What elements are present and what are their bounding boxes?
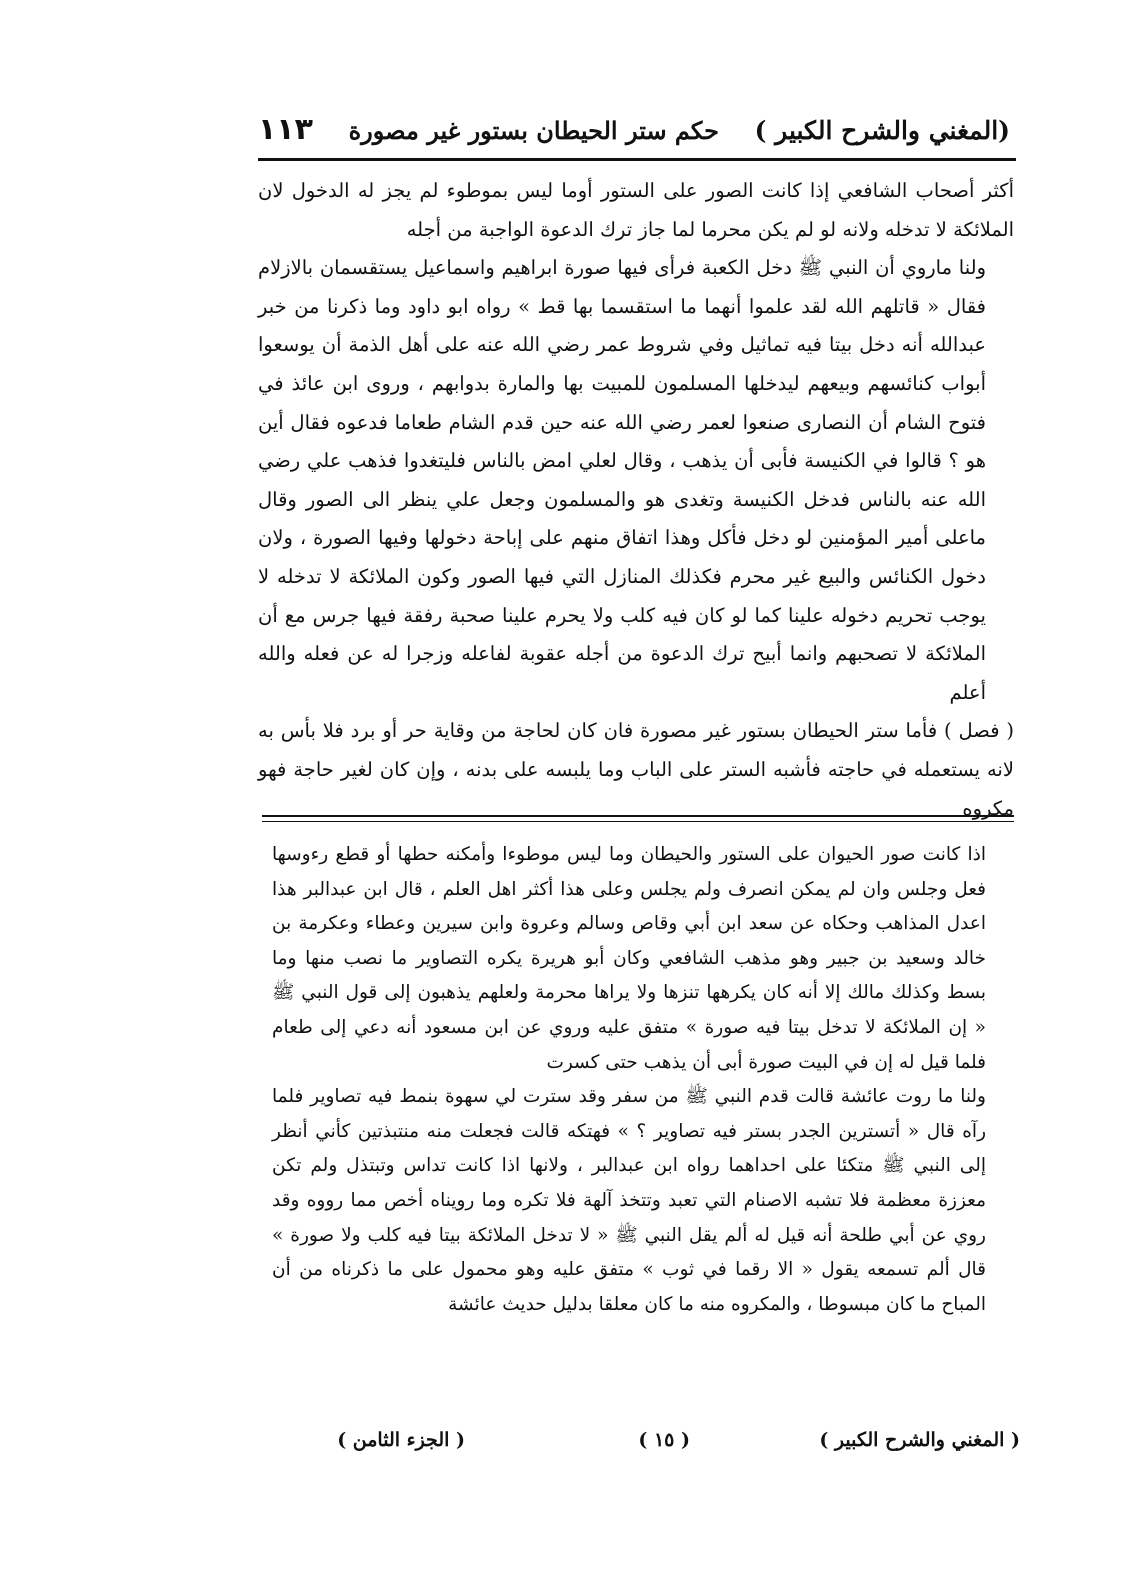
footer-signature-number: ( ١٥ ) [638, 1429, 690, 1451]
page-number: ١١٣ [258, 112, 313, 147]
header-book-title: (المغني والشرح الكبير ) [754, 116, 1010, 145]
main-paragraph-1: أكثر أصحاب الشافعي إذا كانت الصور على الستور أوما ليس بموطوء لم يجز له الدخول لان الملائكة لا تدخله ولانه لو لم يكن محرما لما جاز ترك الدعوة الواجبة من أجله [258, 179, 1014, 241]
footer-book-title: ( المغني والشرح الكبير ) [819, 1429, 1020, 1451]
running-header [258, 112, 1010, 156]
commentary-paragraph-2: ولنا ما روت عائشة قالت قدم النبي ﷺ من سفر وقد سترت لي سهوة بنمط فيه تصاوير فلما رآه قال « أتسترين الجدر بستر فيه تصاوير ؟ » فهتكه قالت فجعلت منه منتبذتين كأني أنظر إلى النبي ﷺ متكئا على احداهما رواه ابن عبدالبر ، ولانها اذا كانت تداس وتبتذل ولم تكن معززة معظمة فلا تشبه الاصنام التي تعبد وتتخذ آلهة فلا تكره وما رويناه أخص مما رووه وقد روي عن أبي طلحة أنه قيل له ألم يقل النبي ﷺ « لا تدخل الملائكة بيتا فيه كلب ولا صورة » قال ألم تسمعه يقول « الا رقما في ثوب » متفق عليه وهو محمول على ما ذكرناه من أن المباح ما كان مبسوطا ، والمكروه منه ما كان معلقا بدليل حديث عائشة [272, 1086, 986, 1315]
commentary-text [272, 838, 1014, 1322]
footer-volume: ( الجزء الثامن ) [337, 1429, 465, 1451]
commentary-paragraph-1: اذا كانت صور الحيوان على الستور والحيطان وما ليس موطوءا وأمكنه حطها أو قطع رءوسها فعل وجلس وان لم يمكن انصرف ولم يجلس وعلى هذا أكثر اهل العلم ، قال ابن عبدالبر هذا اعدل المذاهب وحكاه عن سعد ابن أبي وقاص وسالم وعروة وابن سيرين وعطاء وعكرمة بن خالد وسعيد بن جبير وهو مذهب الشافعي وكان أبو هريرة يكره التصاوير ما نصب منها وما بسط وكذلك مالك إلا أنه كان يكرهها تنزها ولا يراها محرمة ولعلهم يذهبون إلى قول النبي ﷺ « إن الملائكة لا تدخل بيتا فيه صورة » متفق عليه وروي عن ابن مسعود أنه دعي إلى طعام فلما قيل له إن في البيت صورة أبى أن يذهب حتى كسرت [272, 844, 986, 1073]
main-paragraph-2: ولنا ماروي أن النبي ﷺ دخل الكعبة فرأى فيها صورة ابراهيم واسماعيل يستقسمان بالازلام فقال « قاتلهم الله لقد علموا أنهما ما استقسما بها قط » رواه ابو داود وما ذكرنا من خبر عبدالله أنه دخل بيتا فيه تماثيل وفي شروط عمر رضي الله عنه على أهل الذمة أن يوسعوا أبواب كنائسهم وبيعهم ليدخلها المسلمون للمبيت بها والمارة بدوابهم ، وروى ابن عائذ في فتوح الشام أن النصارى صنعوا لعمر رضي الله عنه حين قدم الشام طعاما فدعوه فقال أين هو ؟ قالوا في الكنيسة فأبى أن يذهب ، وقال لعلي امض بالناس فليتغدوا فذهب علي رضي الله عنه بالناس فدخل الكنيسة وتغدى هو والمسلمون وجعل علي ينظر الى الصور وقال ماعلى أمير المؤمنين لو دخل فأكل وهذا اتفاق منهم على إباحة دخولها وفيها الصورة ، ولان دخول الكنائس والبيع غير محرم فكذلك المنازل التي فيها الصور وكون الملائكة لا تدخله لا يوجب تحريم دخوله علينا كما لو كان فيه كلب ولا يحرم علينا صحبة رفقة فيها جرس مع أن الملائكة لا تصحبهم وانما أبيح ترك الدعوة من أجله عقوبة لفاعله وزجرا له عن فعله والله أعلم [258, 256, 986, 704]
main-paragraph-fasl: ( فصل ) فأما ستر الحيطان بستور غير مصورة فان كان لحاجة من وقاية حر أو برد فلا بأس به لانه يستعمله في حاجته فأشبه الستر على الباب وما يلبسه على بدنه ، وإن كان لغير حاجة فهو مكروه [258, 719, 1014, 820]
separator-rule-thin [262, 821, 1014, 822]
page-footer [300, 1429, 1020, 1459]
header-section-title: حكم ستر الحيطان بستور غير مصورة [348, 116, 719, 145]
separator-rule [262, 815, 1014, 817]
header-rule [258, 158, 1016, 161]
main-text [258, 172, 1014, 828]
